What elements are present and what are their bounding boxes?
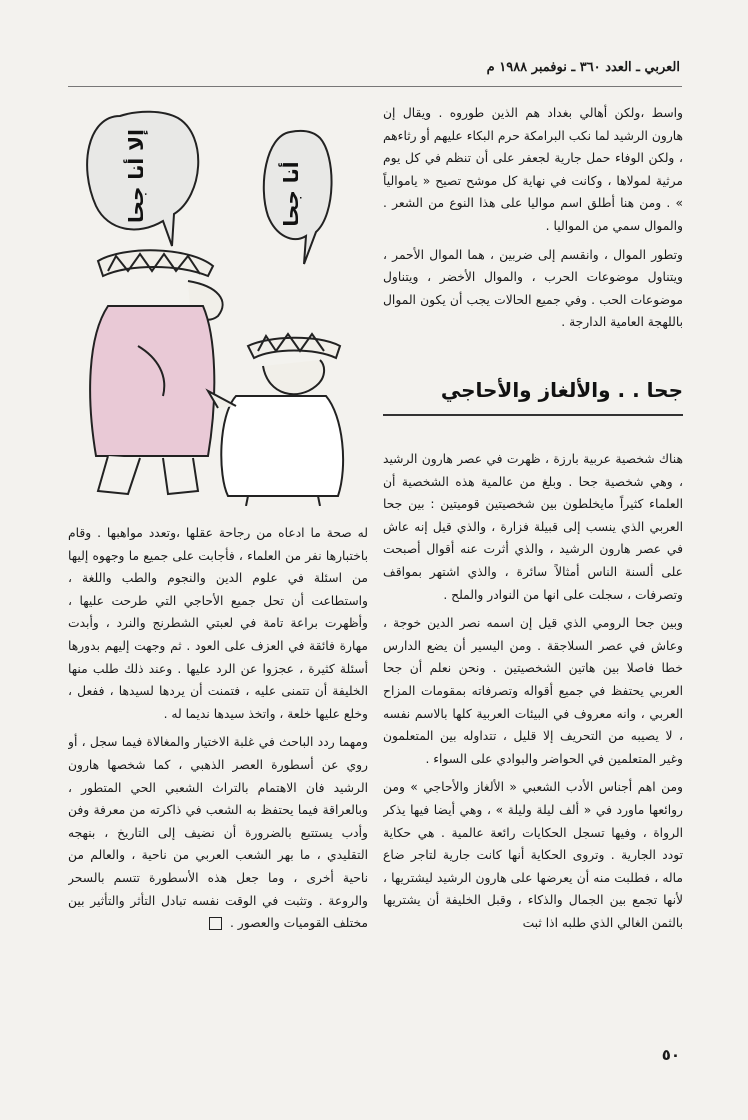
paragraph: وبين جحا الرومي الذي قيل إن اسمه نصر الدين خوجة ، وعاش في عصر السلاجقة . ومن اليسير أن يضع الدارس خطا فاصلا بين هاتين الشخصيتين . ونحن نعلم أن جحا العربي يحتفظ في جميع أقواله وتصرفاته بمقومات المزاح العربي ، وانه معروف في البيئات العربية كلها بالاسم نفسه ، لا يصيبه من التحريف إلا قليل ، تتداوله بين المتعلمون وغير المتعلمين في الحواضر والبوادي على السواء .: [383, 616, 683, 766]
section-heading: [383, 370, 683, 430]
paragraph: وتطور الموال ، وانقسم إلى ضربين ، هما الموال الأحمر ، ويتناول موضوعات الحرب ، والموال الأخضر ، ويتناول موضوعات الحب . وفي جميع الحالات يجب أن يكون الموال باللهجة العامية الدارجة .: [383, 247, 683, 330]
paragraph-text: ومهما ردد الباحث في غلبة الاختيار والمغالاة فيما سجل ، أو روي عن أسطورة العصر الذهبي ، كما شخصها هارون الرشيد فان الاهتمام بالتراث الشعبي الحي المتطور ، وبالعراقة فيما يحتفظ به الشعب في ذاكرته من معرفة وفن وأدب يستتبع بالضرورة أن نضيف إلى التاريخ ، بنهجه التقليدي ، ما بهر الشعب العربي من ناحية ، والعالم من ناحية أخرى ، وما جعل هذه الأسطورة تتسم بالسحر والروعة . وتثبت في الوقت نفسه تبادل التأثر والتأثير بين مختلف القوميات والعصور .: [68, 735, 368, 931]
column-right-bottom: [383, 448, 683, 1038]
page-number: ٥٠: [661, 1046, 680, 1064]
section-heading-text: جحا . . والألغاز والأحاجي: [440, 378, 683, 402]
column-right-top: [383, 102, 683, 364]
paragraph: ومن اهم أجناس الأدب الشعبي « الألغاز والأحاجي » ومن روائعها ماورد في « ألف ليلة وليلة » ، وهي أيضا فيها يذكر الرواة ، وفيها تسجل الحكايات رائعة عالمية . هي حكاية تودد الجارية . وتروى الحكاية أنها كانت جارية لتاجر ضاع ماله ، فطلبت منه أن يعرضها على هارون الرشيد ليشتريها ، لأنها تجمع بين الجمال والذكاء ، وقبل الخليفة أن يشتريها بالثمن الغالي الذي طلبه اذا ثبت: [383, 780, 683, 930]
speech-bubble-right: [264, 131, 332, 264]
end-of-article-mark: [209, 917, 222, 930]
paragraph: [68, 731, 368, 934]
paragraph: له صحة ما ادعاه من رجاحة عقلها ،وتعدد مواهبها . وقام باختبارها نفر من العلماء ، فأجابت على جميع ما وجهوه إليها من اسئلة في علوم الدين والنجوم والطب واللغة ، واستطاعت أن تحل جميع الأحاجي التي طرحت عليها ، وأظهرت براعة تامة في لعبتي الشطرنج والنرد ، وأبدت مهارة فائقة في العزف على العود . ثم وجهت إليهم بدورها أسئلة كثيرة ، عجزوا عن الرد عليها . وعند ذلك طلب منها الخليفة أن تتمنى عليه ، فتمنت أن يردها لسيدها ، ففعل ، وخلع عليها خلعة ، واتخذ سيدها نديما له .: [68, 526, 368, 721]
header-rule: [68, 86, 682, 87]
bubble-left-text: إلا أنا جحا: [124, 129, 148, 223]
running-header: العربي ـ العدد ٣٦٠ ـ نوفمبر ١٩٨٨ م: [486, 60, 680, 75]
cartoon-figure-left: [90, 250, 222, 494]
bubble-right-text: أنا جحا: [279, 161, 303, 227]
cartoon-figure-right: [208, 334, 343, 506]
paragraph: هناك شخصية عربية بارزة ، ظهرت في عصر هارون الرشيد ، وهي شخصية جحا . وبلغ من عالمية هذه الشخصية أن العلماء كثيراً مايخلطون بين شخصيتين قوميتين : بين جحا العربي الذي ينسب إلى قبيلة فزارة ، والذي قيل إنه عاش في عصر هارون الرشيد ، والذي أثرت عنه أقوال أصبحت على ألسنة الناس أمثالاً سائرة ، والذي اشتهر بمواقف وتصرفات ، سجلت على انها من النوادر والملح .: [383, 452, 683, 602]
column-left: [68, 522, 368, 1032]
heading-rule: [383, 414, 683, 416]
cartoon-illustration: [68, 96, 368, 506]
speech-bubble-left: [87, 112, 198, 246]
paragraph: واسط ،ولكن أهالي بغداد هم الذين طوروه . ويقال إن هارون الرشيد لما نكب البرامكة حرم البكاء عليهم أو رثاءهم ، ولكن الوفاء حمل جارية لجعفر على أن تنظم في كل يوم مرثية لمولاها ، وكانت في نهاية كل موشح تصيح « ياموالياً » . ومن هنا أطلق اسم مواليا على هذا النوع من الشعر . والموال سمي من المواليا .: [383, 106, 683, 233]
